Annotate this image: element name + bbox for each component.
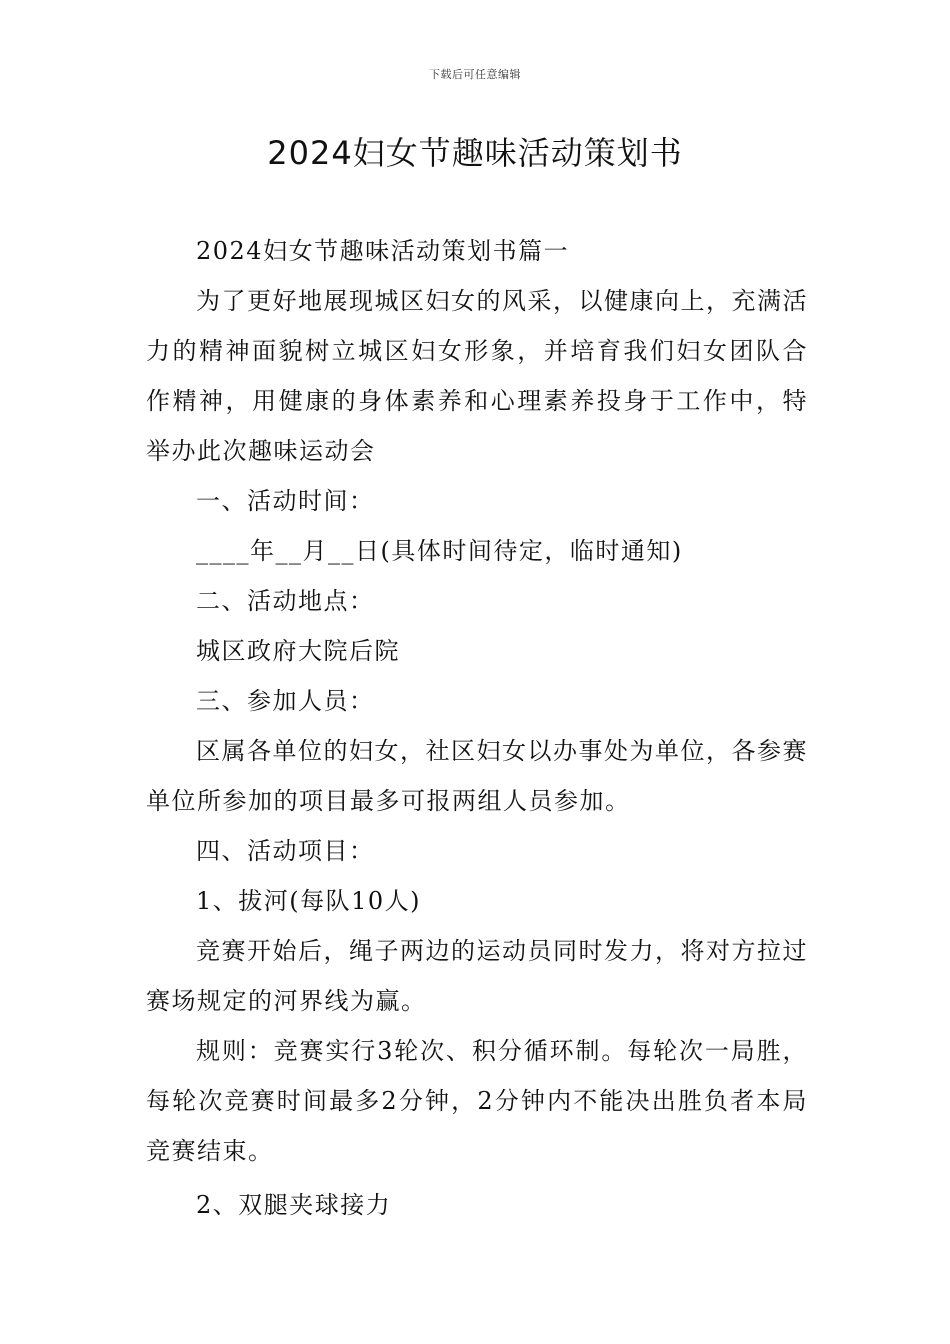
item-heading: 2、双腿夹球接力: [196, 1191, 392, 1219]
document-body: [146, 226, 808, 1230]
section-heading: 一、活动时间：: [196, 487, 375, 515]
section-heading: 三、参加人员：: [196, 687, 375, 715]
paragraph: 规则：竞赛实行3轮次、积分循环制。每轮次一局胜，每轮次竞赛时间最多2分钟，2分钟内不能决出胜负者本局竞赛结束。: [146, 1037, 808, 1165]
section-heading: 四、活动项目：: [196, 837, 375, 865]
section-heading: 二、活动地点：: [196, 587, 375, 615]
document-title: 2024妇女节趣味活动策划书: [267, 134, 683, 172]
paragraph: 为了更好地展现城区妇女的风采，以健康向上，充满活力的精神面貌树立城区妇女形象，并培育我们妇女团队合作精神，用健康的身体素养和心理素养投身于工作中，特举办此次趣味运动会: [146, 287, 808, 465]
paragraph: 区属各单位的妇女，社区妇女以办事处为单位，各参赛单位所参加的项目最多可报两组人员参加。: [146, 737, 808, 815]
paragraph: 竞赛开始后，绳子两边的运动员同时发力，将对方拉过赛场规定的河界线为赢。: [146, 937, 808, 1015]
paragraph: 城区政府大院后院: [196, 637, 400, 665]
item-heading: 1、拔河(每队10人): [196, 887, 422, 915]
paragraph: ____年__月__日(具体时间待定，临时通知): [196, 537, 683, 565]
header-note: 下载后可任意编辑: [429, 68, 521, 81]
section-heading: 2024妇女节趣味活动策划书篇一: [196, 237, 570, 265]
